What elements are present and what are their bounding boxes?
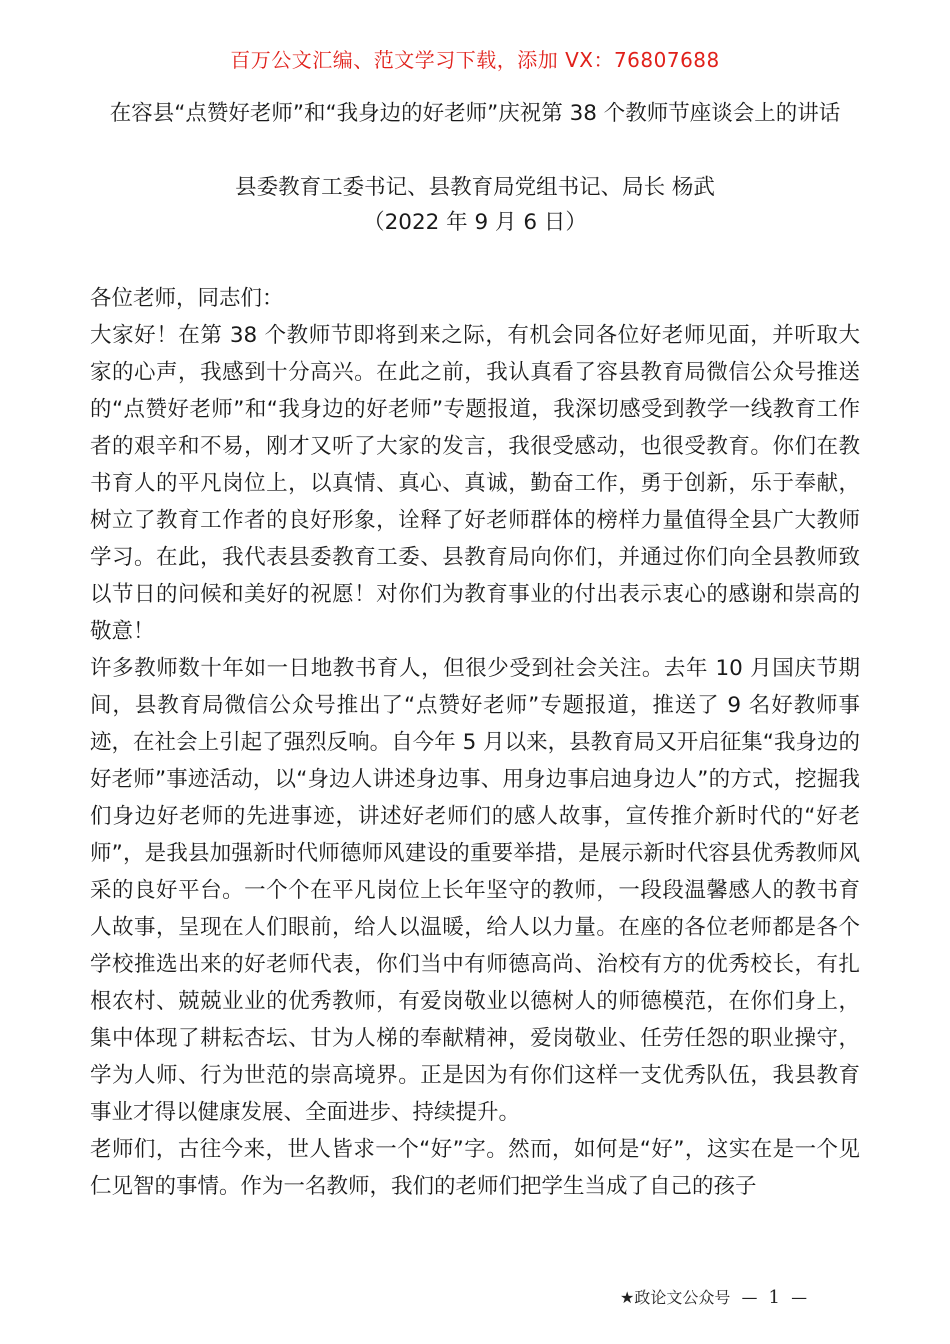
page-number: 1 bbox=[768, 1287, 780, 1308]
page-footer bbox=[620, 1285, 880, 1308]
promo-banner: 百万公文汇编、范文学习下载，添加 VX：76807688 bbox=[230, 48, 720, 72]
footer-label: ★政论文公众号 bbox=[620, 1288, 731, 1307]
speech-body bbox=[90, 280, 860, 1205]
speaker-line: 县委教育工委书记、县教育局党组书记、局长 杨武 bbox=[235, 175, 715, 200]
paragraph: 许多教师数十年如一日地教书育人，但很少受到社会关注。去年 10 月国庆节期间，县教育局微信公众号推出了“点赞好老师”专题报道，推送了 9 名好教师事迹，在社会上引起了强烈反响。自今年 5 月以来，县教育局又开启征集“我身边的好老师”事迹活动，以“身边人讲述身边事、用身边事启迪身边人”的方式，挖掘我们身边好老师的先进事迹，讲述好老师们的感人故事，宣传推介新时代的“好老师”，是我县加强新时代师德师风建设的重要举措，是展示新时代容县优秀教师风采的良好平台。一个个在平凡岗位上长年坚守的教师，一段段温馨感人的教书育人故事，呈现在人们眼前，给人以温暖，给人以力量。在座的各位老师都是各个学校推选出来的好老师代表，你们当中有师德高尚、治校有方的优秀校长，有扎根农村、兢兢业业的优秀教师，有爱岗敬业以德树人的师德模范，在你们身上，集中体现了耕耘杏坛、甘为人梯的奉献精神，爱岗敬业、任劳任怨的职业操守，学为人师、行为世范的崇高境界。正是因为有你们这样一支优秀队伍，我县教育事业才得以健康发展、全面进步、持续提升。 bbox=[90, 656, 860, 1125]
speech-title: 在容县“点赞好老师”和“我身边的好老师”庆祝第 38 个教师节座谈会上的讲话 bbox=[109, 101, 841, 126]
salutation: 各位老师，同志们： bbox=[90, 286, 284, 311]
paragraph: 老师们，古往今来，世人皆求一个“好”字。然而，如何是“好”，这实在是一个见仁见智的事情。作为一名教师，我们的老师们把学生当成了自己的孩子 bbox=[90, 1137, 860, 1199]
speech-date: （2022 年 9 月 6 日） bbox=[363, 210, 587, 235]
paragraph: 大家好！在第 38 个教师节即将到来之际，有机会同各位好老师见面，并听取大家的心声，我感到十分高兴。在此之前，我认真看了容县教育局微信公众号推送的“点赞好老师”和“我身边的好老师”专题报道，我深切感受到教学一线教育工作者的艰辛和不易，刚才又听了大家的发言，我很受感动，也很受教育。你们在教书育人的平凡岗位上，以真情、真心、真诚，勤奋工作，勇于创新，乐于奉献，树立了教育工作者的良好形象，诠释了好老师群体的榜样力量值得全县广大教师学习。在此，我代表县委教育工委、县教育局向你们，并通过你们向全县教师致以节日的问候和美好的祝愿！对你们为教育事业的付出表示衷心的感谢和崇高的敬意！ bbox=[90, 323, 860, 644]
footer-dash-left: — bbox=[741, 1288, 758, 1307]
footer-dash-right: — bbox=[791, 1288, 808, 1307]
